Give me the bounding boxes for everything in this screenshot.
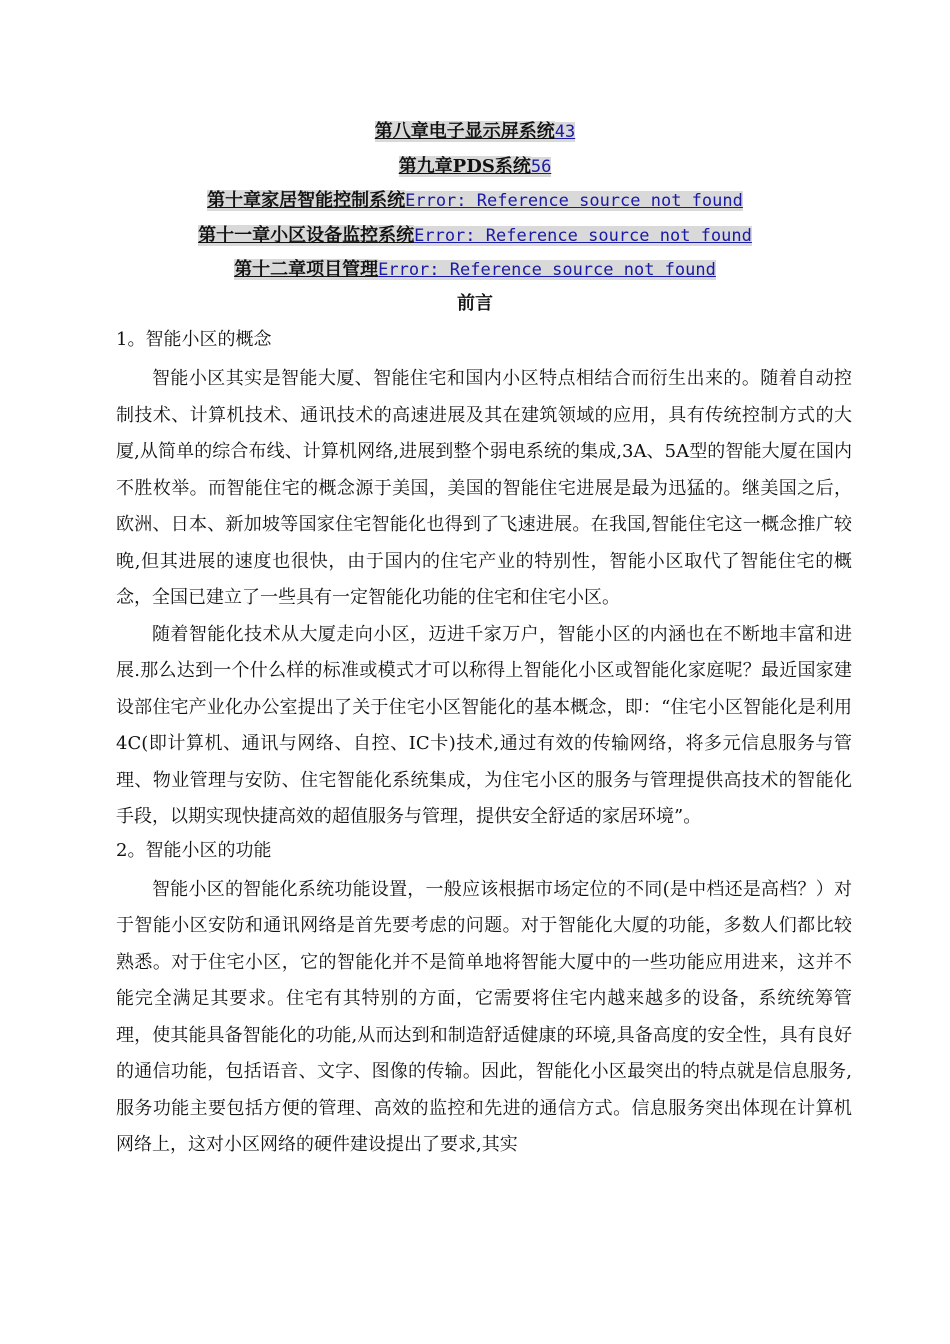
toc-entry-page-link[interactable]: Error: Reference source not found — [405, 191, 743, 211]
toc-entry-title[interactable]: 第八章电子显示屏系统 — [374, 121, 555, 142]
table-of-contents — [0, 117, 950, 290]
body-paragraph: 智能小区其实是智能大厦、智能住宅和国内小区特点相结合而衍生出来的。随着自动控制技术、计算机技术、通讯技术的高速进展及其在建筑领域的应用，具有传统控制方式的大厦,从简单的综合布线、计算机网络,进展到整个弱电系统的集成,3A、5A型的智能大厦在国内不胜枚举。而智能住宅的概念源于美国，美国的智能住宅进展是最为迅猛的。继美国之后，欧洲、日本、新加坡等国家住宅智能化也得到了飞速进展。在我国,智能住宅这一概念推广较晚,但其进展的速度也很快，由于国内的住宅产业的特别性，智能小区取代了智能住宅的概念，全国已建立了一些具有一定智能化功能的住宅和住宅小区。 — [116, 368, 852, 608]
toc-entry[interactable] — [0, 152, 950, 187]
toc-entry-title[interactable]: 第九章PDS系统 — [398, 155, 531, 177]
toc-entry[interactable] — [0, 186, 950, 221]
preface-title: 前言 — [457, 293, 493, 314]
toc-entry[interactable] — [0, 221, 950, 256]
toc-entry-title[interactable]: 第十章家居智能控制系统 — [207, 190, 406, 211]
toc-entry-page-link[interactable]: Error: Reference source not found — [378, 260, 716, 280]
toc-entry-page-link[interactable]: 43 — [554, 122, 576, 142]
toc-entry-title[interactable]: 第十一章小区设备监控系统 — [198, 224, 415, 246]
document-body — [116, 325, 852, 1164]
section-heading: 2。智能小区的功能 — [116, 839, 272, 861]
body-paragraph: 智能小区的智能化系统功能设置，一般应该根据市场定位的不同(是中档还是高档？）对于智能小区安防和通讯网络是首先要考虑的问题。对于智能化大厦的功能，多数人们都比较熟悉。对于住宅小区，它的智能化并不是简单地将智能大厦中的一些功能应用进来，这并不能完全满足其要求。住宅有其特别的方面，它需要将住宅内越来越多的设备，系统统筹管理，使其能具备智能化的功能,从而达到和制造舒适健康的环境,具备高度的安全性，具有良好的通信功能，包括语音、文字、图像的传输。因此，智能化小区最突出的特点就是信息服务,服务功能主要包括方便的管理、高效的监控和先进的通信方式。信息服务突出体现在计算机网络上，这对小区网络的硬件建设提出了要求,其实 — [116, 878, 852, 1155]
toc-entry[interactable] — [0, 117, 950, 152]
toc-entry-page-link[interactable]: Error: Reference source not found — [414, 225, 752, 246]
toc-entry-title[interactable]: 第十二章项目管理 — [234, 259, 379, 280]
body-paragraph: 随着智能化技术从大厦走向小区，迈进千家万户，智能小区的内涵也在不断地丰富和进展.那么达到一个什么样的标准或模式才可以称得上智能化小区或智能化家庭呢？最近国家建设部住宅产业化办公室提出了关于住宅小区智能化的基本概念，即：“住宅小区智能化是利用4C(即计算机、通讯与网络、自控、IC卡)技术,通过有效的传输网络，将多元信息服务与管理、物业管理与安防、住宅智能化系统集成，为住宅小区的服务与管理提供高技术的智能化手段，以期实现快捷高效的超值服务与管理，提供安全舒适的家居环境”。 — [116, 623, 852, 827]
toc-entry[interactable] — [0, 255, 950, 290]
toc-entry-page-link[interactable]: 56 — [530, 156, 552, 177]
section-heading: 1。智能小区的概念 — [116, 329, 272, 350]
